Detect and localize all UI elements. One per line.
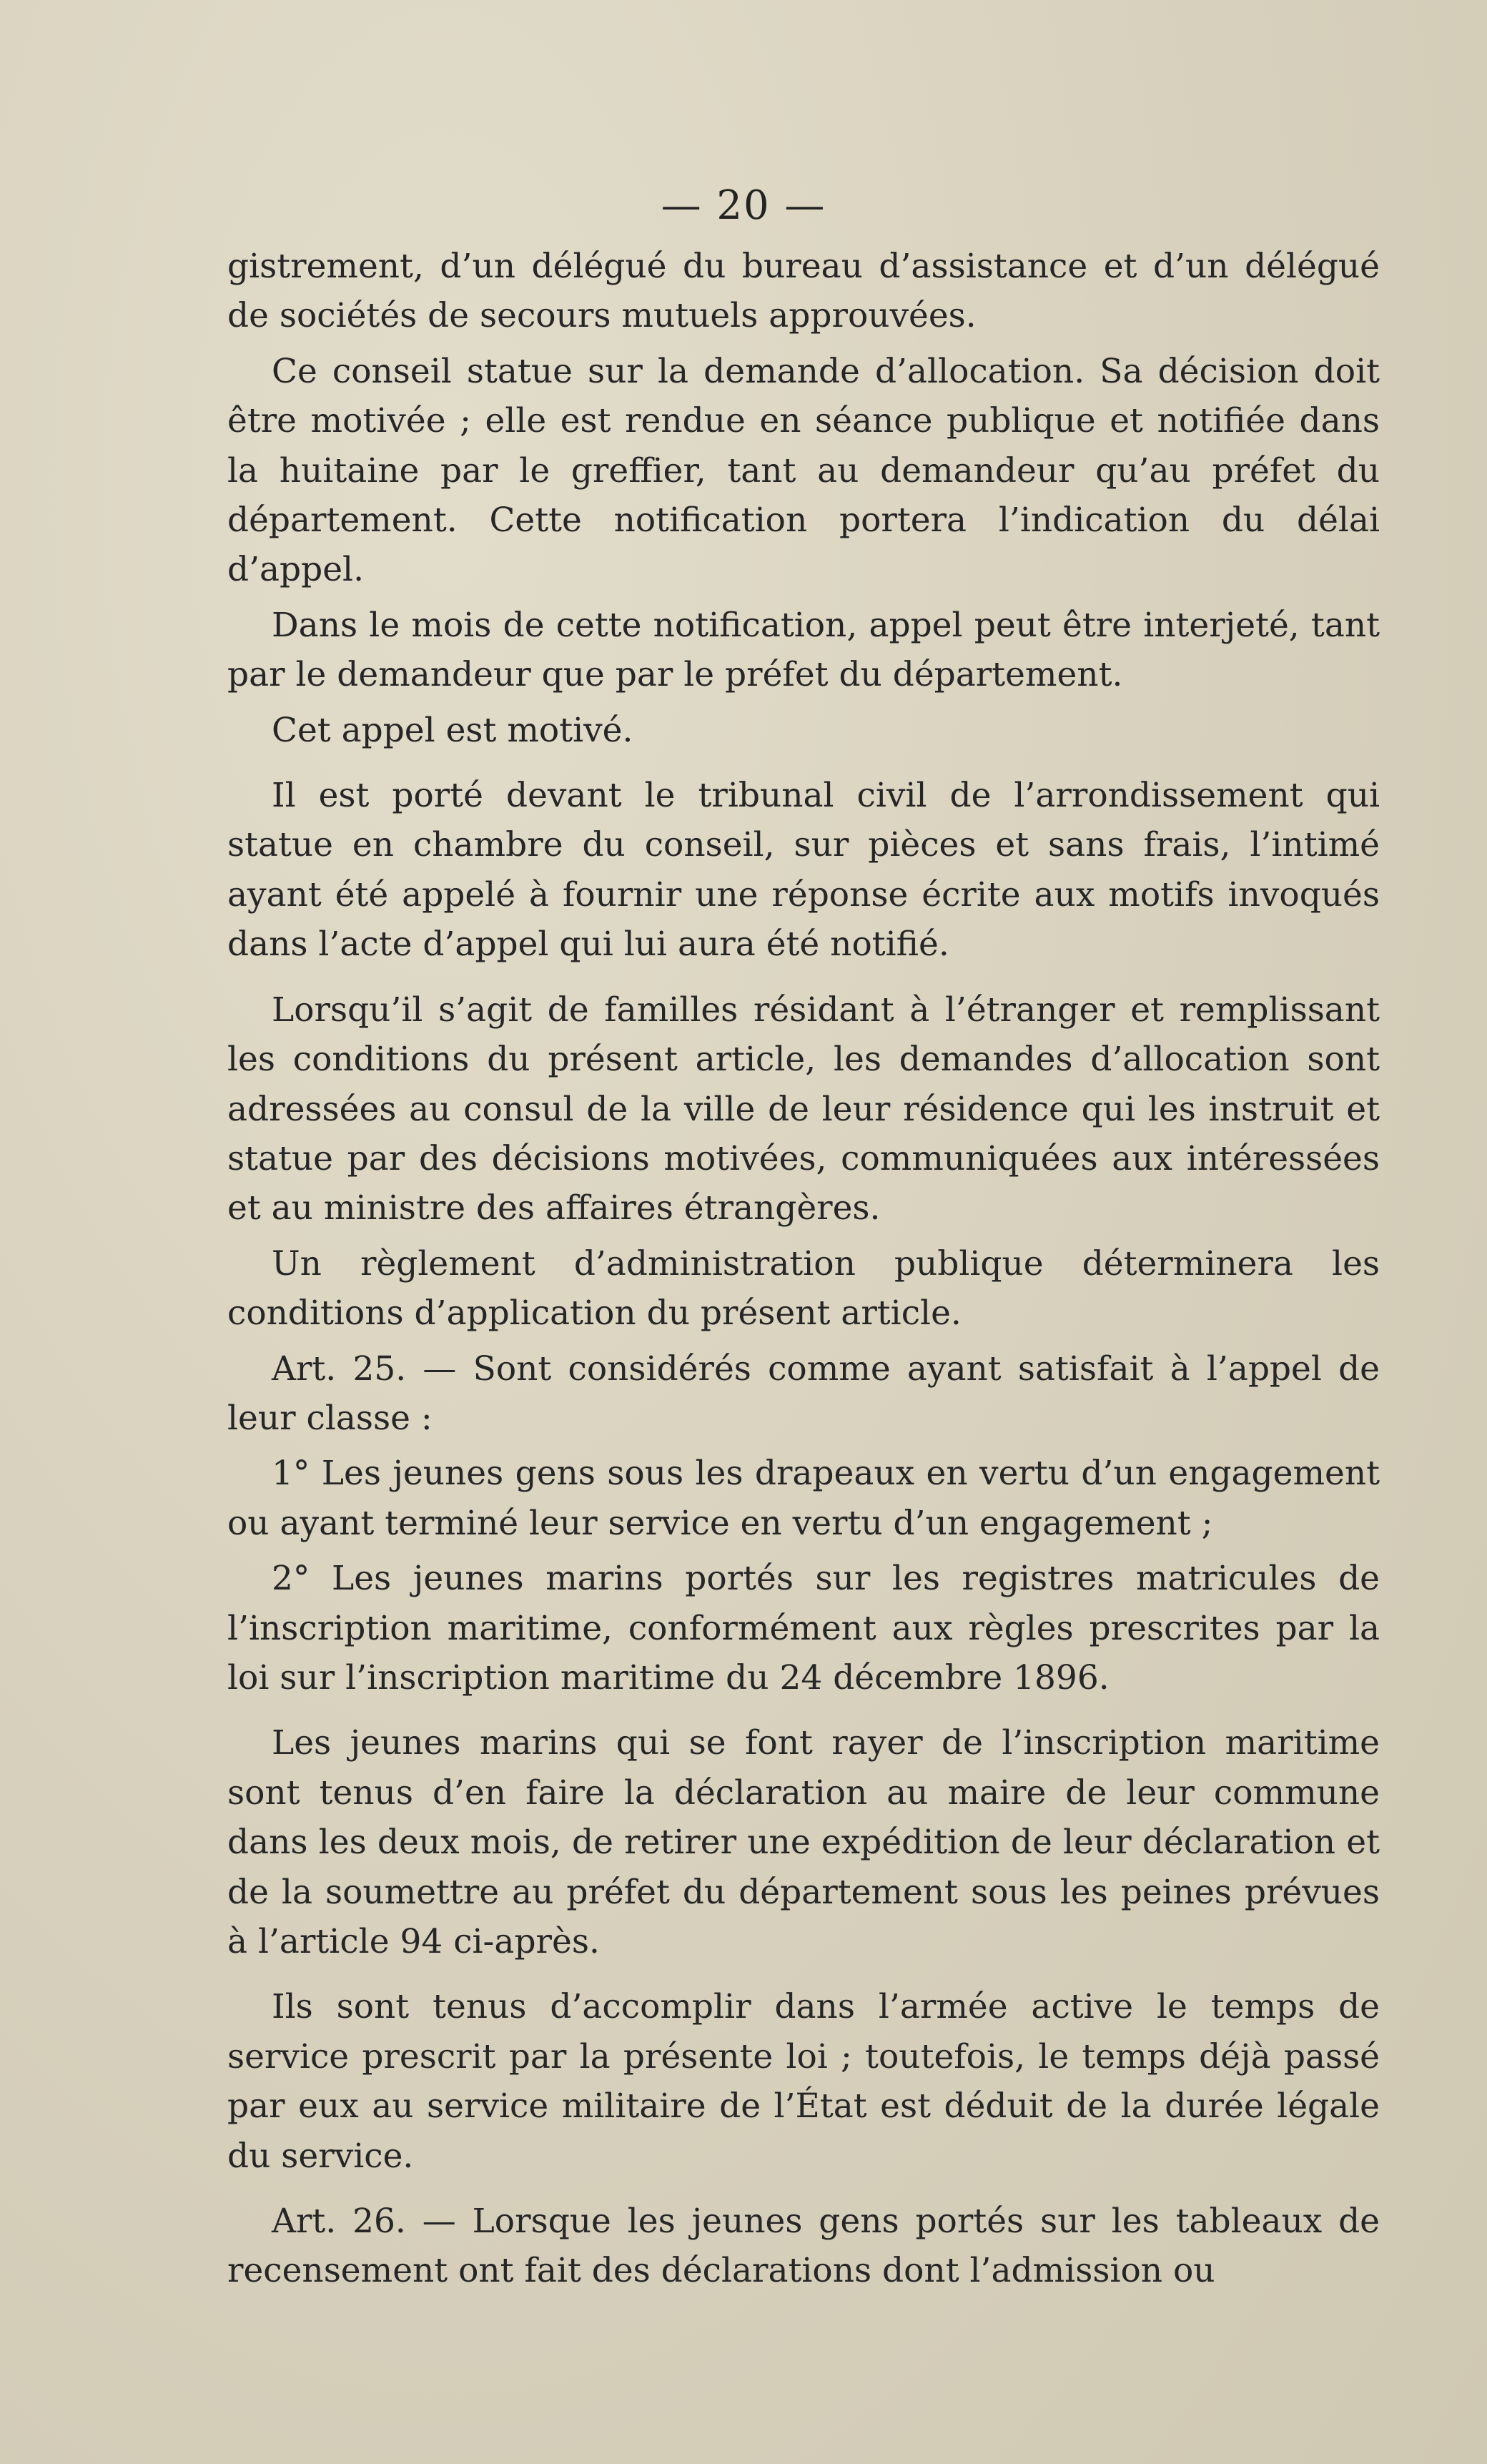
paragraph-appel-motive: Cet appel est motivé. [272,710,633,750]
paragraph-reglement: Un règlement d’administration publique déterminera les conditions d’application du présent article. [227,1243,1380,1334]
body-text [227,242,1380,2302]
page-number: — 20 — [661,182,826,229]
article-25-heading: Art. 25. — Sont considérés comme ayant satisfait à l’appel de leur classe : [227,1349,1380,1438]
paragraph-etranger: Lorsqu’il s’agit de familles résidant à l’étranger et remplissant les conditions du présent article, les demandes d’allocation sont adressées au consul de la ville de leur résidence qui les instruit et statue par des décisions motivées, communiquées aux intéressées et au ministre des affaires étrangères. [227,990,1380,1228]
paragraph-continuation: gistrement, d’un délégué du bureau d’assistance et d’un délégué de sociétés de secours mutuels approuvées. [227,247,1380,336]
paragraph-appel: Dans le mois de cette notification, appel peut être interjeté, tant par le demandeur que par le préfet du département. [227,605,1380,695]
paragraph-jeunes-marins: Les jeunes marins qui se font rayer de l’inscription maritime sont tenus d’en faire la déclaration au maire de leur commune dans les deux mois, de retirer une expédition de leur déclaration et de la soumettre au préfet du département sous les peines prévues à l’article 94 ci-après. [227,1723,1380,1961]
article-25-item-1: 1° Les jeunes gens sous les drapeaux en vertu d’un engagement ou ayant terminé leur service en vertu d’un engagement ; [227,1454,1380,1543]
paragraph-tribunal: Il est porté devant le tribunal civil de l’arrondissement qui statue en chambre du conseil, sur pièces et sans frais, l’intimé ayant été appelé à fournir une réponse écrite aux motifs invoqués dans l’acte d’appel qui lui aura été notifié. [227,776,1380,965]
article-26-heading: Art. 26. — Lorsque les jeunes gens portés sur les tableaux de recensement ont fait des déclarations dont l’admission ou [227,2202,1380,2291]
article-25-item-2: 2° Les jeunes marins portés sur les registres matricules de l’inscription maritime, conformément aux règles prescrites par la loi sur l’inscription maritime du 24 décembre 1896. [227,1559,1380,1697]
paragraph-armee-active: Ils sont tenus d’accomplir dans l’armée active le temps de service prescrit par la présente loi ; toutefois, le temps déjà passé par eux au service militaire de l’État est déduit de la durée légale du service. [227,1987,1380,2176]
paragraph-conseil: Ce conseil statue sur la demande d’allocation. Sa décision doit être motivée ; elle est rendue en séance publique et notifiée dans la huitaine par le greffier, tant au demandeur qu’au préfet du département. Cette notification portera l’indication du délai d’appel. [227,351,1380,590]
